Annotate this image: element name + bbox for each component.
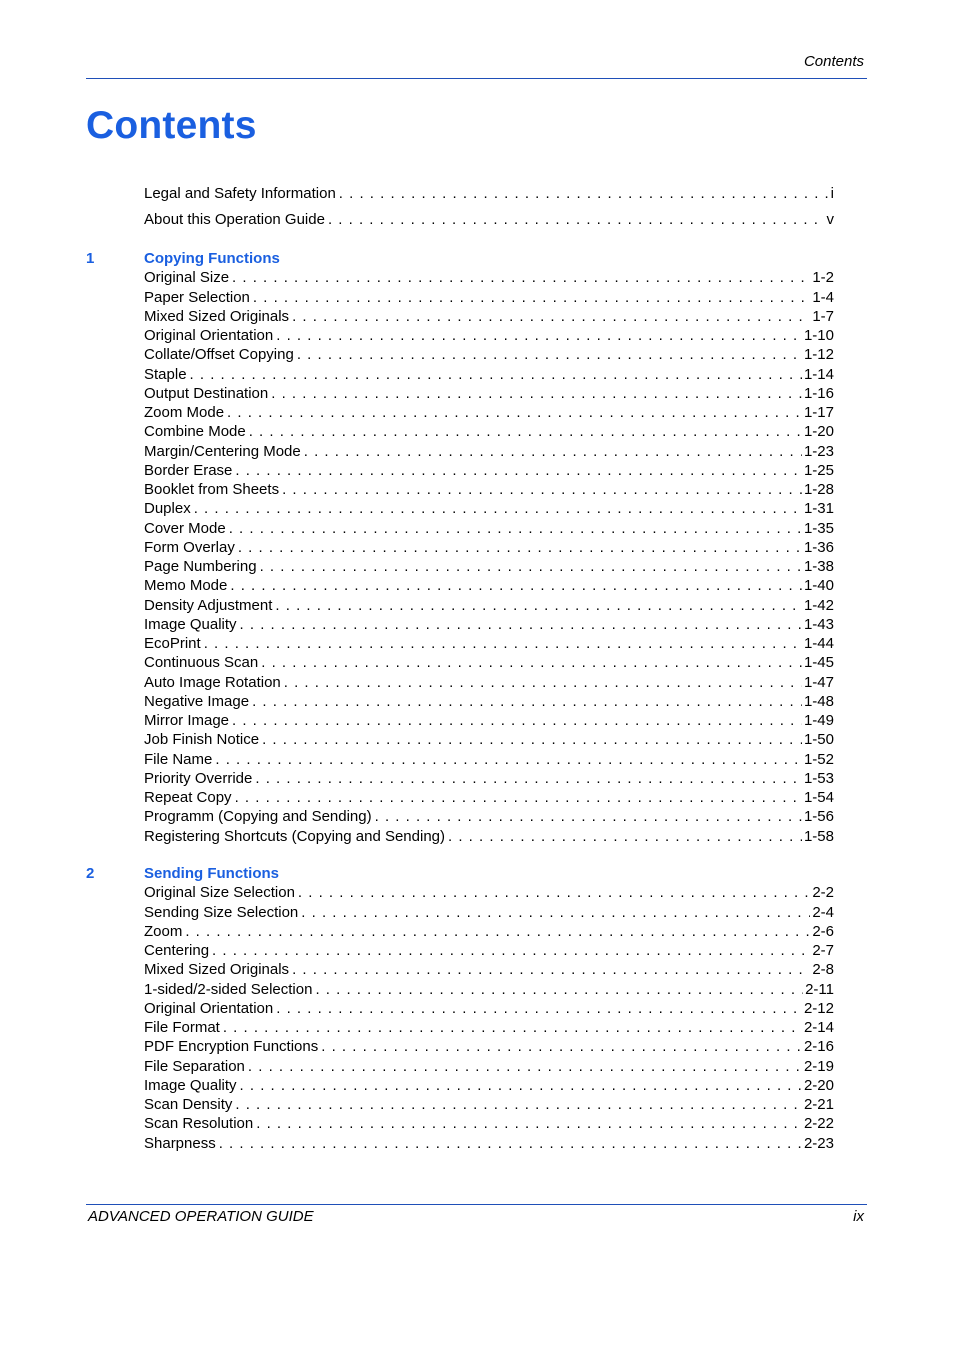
toc-entry-page: 1-42 <box>803 597 834 614</box>
toc-entry[interactable] <box>144 365 834 384</box>
dot-leader <box>182 922 810 941</box>
toc-entry[interactable] <box>144 1057 834 1076</box>
toc-entry-title: Zoom <box>144 923 183 940</box>
toc-entry-page: 1-35 <box>803 520 834 537</box>
toc-entry-title: Registering Shortcuts (Copying and Sending) <box>144 828 446 845</box>
toc-entry[interactable] <box>144 769 834 788</box>
dot-leader <box>216 1134 802 1153</box>
toc-entry-page: 2-11 <box>805 981 834 998</box>
chapter-title-link[interactable]: Sending Functions <box>144 865 279 882</box>
toc-entry[interactable] <box>144 960 834 979</box>
toc-entry-title: Margin/Centering Mode <box>144 443 301 460</box>
toc-entry-title: Border Erase <box>144 462 233 479</box>
toc-entry-title: Sharpness <box>144 1135 216 1152</box>
toc-entry[interactable] <box>144 750 834 769</box>
toc-entry[interactable] <box>144 461 834 480</box>
page-title: Contents <box>86 104 257 147</box>
toc-entry[interactable] <box>144 941 834 960</box>
toc-entry-title: Priority Override <box>144 770 253 787</box>
toc-entry[interactable] <box>144 422 834 441</box>
toc-entry[interactable] <box>144 210 834 229</box>
toc-entry-title: Mixed Sized Originals <box>144 308 290 325</box>
toc-entry-title: Original Size Selection <box>144 884 295 901</box>
chapter-number: 1 <box>86 250 95 267</box>
toc-entry-page: 1-54 <box>803 789 834 806</box>
toc-entry-page: 2-19 <box>803 1058 834 1075</box>
toc-entry-page: 1-12 <box>803 346 834 363</box>
dot-leader <box>253 1114 802 1133</box>
toc-entry-page: 1-45 <box>803 654 834 671</box>
toc-entry-page: 1-44 <box>803 635 834 652</box>
toc-entry-title: About this Operation Guide <box>144 211 325 228</box>
toc-entry[interactable] <box>144 326 834 345</box>
toc-entry-title: Image Quality <box>144 616 237 633</box>
dot-leader <box>318 1037 802 1056</box>
dot-leader <box>294 345 802 364</box>
toc-entry-page: 2-20 <box>803 1077 834 1094</box>
toc-entry[interactable] <box>144 653 834 672</box>
dot-leader <box>226 519 802 538</box>
toc-entry-page: i <box>830 185 834 202</box>
toc-entry[interactable] <box>144 634 834 653</box>
toc-entry-title: File Name <box>144 751 213 768</box>
toc-entry-title: Legal and Safety Information <box>144 185 336 202</box>
dot-leader <box>336 184 829 203</box>
toc-entry-page: 2-8 <box>812 961 834 978</box>
toc-entry-page: 2-4 <box>812 904 834 921</box>
toc-entry-title: Mirror Image <box>144 712 230 729</box>
dot-leader <box>312 980 803 999</box>
dot-leader <box>209 941 810 960</box>
toc-entry-title: File Format <box>144 1019 220 1036</box>
toc-entry-page: v <box>826 211 834 228</box>
toc-entry-title: Original Size <box>144 269 230 286</box>
toc-entry-title: Collate/Offset Copying <box>144 346 294 363</box>
toc-entry-title: Centering <box>144 942 210 959</box>
toc-entry[interactable] <box>144 576 834 595</box>
toc-entry-title: Memo Mode <box>144 577 228 594</box>
toc-entry-page: 1-28 <box>803 481 834 498</box>
dot-leader <box>273 999 802 1018</box>
toc-entry-page: 2-7 <box>812 942 834 959</box>
toc-entry[interactable] <box>144 673 834 692</box>
toc-entry-title: Form Overlay <box>144 539 235 556</box>
dot-leader <box>229 268 810 287</box>
dot-leader <box>295 883 810 902</box>
toc-entry-page: 2-2 <box>812 884 834 901</box>
dot-leader <box>325 210 825 229</box>
toc-entry-title: Sending Size Selection <box>144 904 299 921</box>
toc-entry[interactable] <box>144 827 834 846</box>
footer-rule <box>86 1204 867 1205</box>
dot-leader <box>298 903 810 922</box>
toc-entry[interactable] <box>144 1134 834 1153</box>
toc-entry-page: 1-58 <box>803 828 834 845</box>
toc-entry-page: 1-14 <box>803 366 834 383</box>
toc-entry-title: Zoom Mode <box>144 404 225 421</box>
toc-entry-page: 2-22 <box>803 1115 834 1132</box>
dot-leader <box>268 384 802 403</box>
toc-entry-title: Scan Resolution <box>144 1115 254 1132</box>
dot-leader <box>229 711 802 730</box>
toc-entry-page: 1-49 <box>803 712 834 729</box>
toc-entry-page: 2-12 <box>803 1000 834 1017</box>
toc-entry-page: 1-38 <box>803 558 834 575</box>
toc-entry-title: Mixed Sized Originals <box>144 961 290 978</box>
dot-leader <box>249 692 802 711</box>
toc-entry-page: 1-2 <box>812 269 834 286</box>
toc-entry-page: 1-16 <box>803 385 834 402</box>
dot-leader <box>445 827 802 846</box>
toc-entry-title: Programm (Copying and Sending) <box>144 808 372 825</box>
toc-entry-title: Paper Selection <box>144 289 250 306</box>
dot-leader <box>232 461 802 480</box>
dot-leader <box>227 576 802 595</box>
toc-entry[interactable] <box>144 788 834 807</box>
toc-entry[interactable] <box>144 596 834 615</box>
dot-leader <box>220 1018 802 1037</box>
toc-entry-page: 2-21 <box>803 1096 834 1113</box>
dot-leader <box>259 730 802 749</box>
toc-entry[interactable] <box>144 1114 834 1133</box>
dot-leader <box>187 365 802 384</box>
dot-leader <box>257 557 802 576</box>
toc-entry-page: 1-56 <box>803 808 834 825</box>
dot-leader <box>191 499 802 518</box>
toc-entry-title: Scan Density <box>144 1096 233 1113</box>
chapter-title-link[interactable]: Copying Functions <box>144 250 280 267</box>
toc-entry-title: Booklet from Sheets <box>144 481 280 498</box>
dot-leader <box>201 634 802 653</box>
toc-entry[interactable] <box>144 903 834 922</box>
dot-leader <box>237 1076 802 1095</box>
dot-leader <box>281 673 802 692</box>
toc-entry[interactable] <box>144 1037 834 1056</box>
dot-leader <box>245 1057 802 1076</box>
dot-leader <box>273 326 802 345</box>
toc-entry-page: 1-10 <box>803 327 834 344</box>
toc-entry-page: 1-31 <box>803 500 834 517</box>
dot-leader <box>250 288 810 307</box>
dot-leader <box>272 596 802 615</box>
toc-entry-title: Negative Image <box>144 693 250 710</box>
toc-entry-title: Staple <box>144 366 187 383</box>
toc-entry[interactable] <box>144 883 834 902</box>
dot-leader <box>235 538 802 557</box>
toc-entry-title: Repeat Copy <box>144 789 232 806</box>
toc-entry[interactable] <box>144 480 834 499</box>
toc-entry-page: 1-4 <box>812 289 834 306</box>
toc-entry[interactable] <box>144 1018 834 1037</box>
toc-entry[interactable] <box>144 268 834 287</box>
toc-entry-title: Output Destination <box>144 385 269 402</box>
dot-leader <box>252 769 802 788</box>
toc-entry[interactable] <box>144 442 834 461</box>
toc-entry-page: 1-25 <box>803 462 834 479</box>
dot-leader <box>289 960 810 979</box>
toc-entry-title: EcoPrint <box>144 635 201 652</box>
toc-entry-page: 1-48 <box>803 693 834 710</box>
toc-entry[interactable] <box>144 384 834 403</box>
toc-entry-page: 2-6 <box>812 923 834 940</box>
toc-entry[interactable] <box>144 1076 834 1095</box>
toc-entry[interactable] <box>144 538 834 557</box>
toc-entry-page: 1-36 <box>803 539 834 556</box>
running-header: Contents <box>803 53 864 70</box>
dot-leader <box>246 422 802 441</box>
toc-entry[interactable] <box>144 345 834 364</box>
toc-entry-page: 2-16 <box>803 1038 834 1055</box>
dot-leader <box>232 788 802 807</box>
toc-entry[interactable] <box>144 615 834 634</box>
toc-entry-page: 1-23 <box>803 443 834 460</box>
toc-entry[interactable] <box>144 307 834 326</box>
toc-entry[interactable] <box>144 288 834 307</box>
toc-entry[interactable] <box>144 807 834 826</box>
toc-entry[interactable] <box>144 980 834 999</box>
toc-entry-title: Continuous Scan <box>144 654 259 671</box>
toc-entry[interactable] <box>144 692 834 711</box>
toc-entry-page: 1-47 <box>803 674 834 691</box>
dot-leader <box>224 403 802 422</box>
dot-leader <box>372 807 802 826</box>
toc-entry-title: Page Numbering <box>144 558 257 575</box>
toc-entry-title: Density Adjustment <box>144 597 273 614</box>
toc-entry-title: 1-sided/2-sided Selection <box>144 981 313 998</box>
toc-entry-title: File Separation <box>144 1058 245 1075</box>
dot-leader <box>258 653 802 672</box>
toc-entry-title: Original Orientation <box>144 327 274 344</box>
toc-entry[interactable] <box>144 999 834 1018</box>
chapter-number: 2 <box>86 865 95 882</box>
toc-entry-title: Combine Mode <box>144 423 246 440</box>
header-rule <box>86 78 867 79</box>
toc-entry[interactable] <box>144 711 834 730</box>
dot-leader <box>289 307 810 326</box>
dot-leader <box>279 480 802 499</box>
toc-entry-title: Duplex <box>144 500 191 517</box>
toc-entry-title: Image Quality <box>144 1077 237 1094</box>
toc-entry-page: 1-43 <box>803 616 834 633</box>
toc-entry-title: Job Finish Notice <box>144 731 260 748</box>
toc-entry[interactable] <box>144 499 834 518</box>
footer-title: ADVANCED OPERATION GUIDE <box>88 1208 314 1225</box>
toc-entry-title: Original Orientation <box>144 1000 274 1017</box>
toc-entry-page: 1-52 <box>803 751 834 768</box>
toc-entry-title: Auto Image Rotation <box>144 674 281 691</box>
dot-leader <box>212 750 802 769</box>
toc-entry[interactable] <box>144 519 834 538</box>
toc-entry[interactable] <box>144 557 834 576</box>
toc-entry[interactable] <box>144 184 834 203</box>
toc-entry[interactable] <box>144 730 834 749</box>
toc-entry[interactable] <box>144 403 834 422</box>
toc-entry-page: 1-53 <box>803 770 834 787</box>
toc-entry-page: 2-23 <box>803 1135 834 1152</box>
toc-entry-title: PDF Encryption Functions <box>144 1038 319 1055</box>
dot-leader <box>237 615 802 634</box>
toc-entry-page: 1-17 <box>803 404 834 421</box>
dot-leader <box>232 1095 802 1114</box>
toc-entry-page: 1-7 <box>812 308 834 325</box>
dot-leader <box>301 442 802 461</box>
toc-entry[interactable] <box>144 922 834 941</box>
toc-entry-page: 1-40 <box>803 577 834 594</box>
toc-entry-title: Cover Mode <box>144 520 226 537</box>
toc-entry-page: 1-50 <box>803 731 834 748</box>
footer-page-number: ix <box>853 1208 864 1225</box>
toc-entry-page: 1-20 <box>803 423 834 440</box>
toc-entry[interactable] <box>144 1095 834 1114</box>
toc-entry-page: 2-14 <box>803 1019 834 1036</box>
